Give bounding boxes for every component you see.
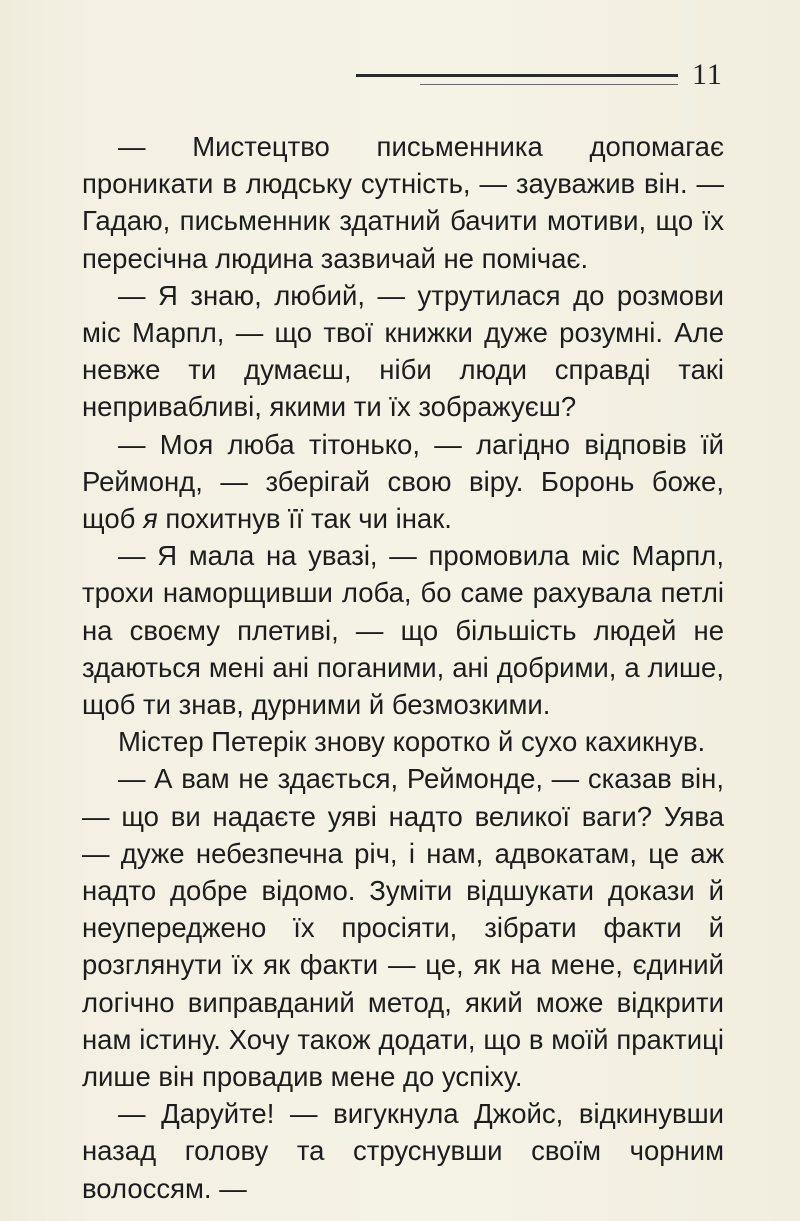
- paragraph-text: похитнув її так чи інак.: [157, 503, 452, 535]
- paragraph-text: — Моя люба тітонько, — лагідно відповів їй Реймонд, — зберігай свою віру. Боронь боже, щоб: [82, 428, 724, 535]
- paragraph: [82, 426, 724, 538]
- emphasized-word: я: [143, 503, 158, 535]
- header-rule-thin: [420, 84, 678, 85]
- paragraph: — Я знаю, любий, — утрутилася до розмови міс Марпл, — що твої книжки дуже розумні. Але невже ти думаєш, ніби люди справді такі непривабливі, якими ти їх зображуєш?: [82, 279, 724, 423]
- body-text: [82, 128, 724, 1207]
- page-header: [356, 58, 726, 96]
- paragraph: — Я мала на увазі, — промовила міс Марпл, трохи наморщивши лоба, бо саме рахувала петлі на своєму плетиві, — що більшість людей не здаються мені ані поганими, ані добрими, а лише, щоб ти знав, дурними й безмозкими.: [82, 540, 724, 721]
- page-number: 11: [692, 58, 723, 91]
- header-rule-thick: [356, 74, 678, 77]
- paragraph: — Даруйте! — вигукнула Джойс, відкинувши назад голову та струснувши своїм чорним волоссям. —: [82, 1098, 724, 1204]
- paragraph: — А вам не здається, Реймонде, — сказав він, — що ви надаєте уяві надто великої ваги? Уява — дуже небезпечна річ, і нам, адвокатам, це аж надто добре відомо. Зуміти відшукати докази й неупереджено їх просіяти, зібрати факти й розглянути їх як факти — це, як на мене, єдиний логічно виправданий метод, який може відкрити нам істину. Хочу також додати, що в моїй практиці лише він провадив мене до успіху.: [82, 763, 724, 1093]
- paragraph: Містер Петерік знову коротко й сухо кахикнув.: [118, 726, 706, 758]
- paragraph: — Мистецтво письменника допомагає проникати в людську сутність, — зауважив він. — Гадаю, письменник здатний бачити мотиви, що їх пересічна людина зазвичай не помічає.: [82, 131, 724, 274]
